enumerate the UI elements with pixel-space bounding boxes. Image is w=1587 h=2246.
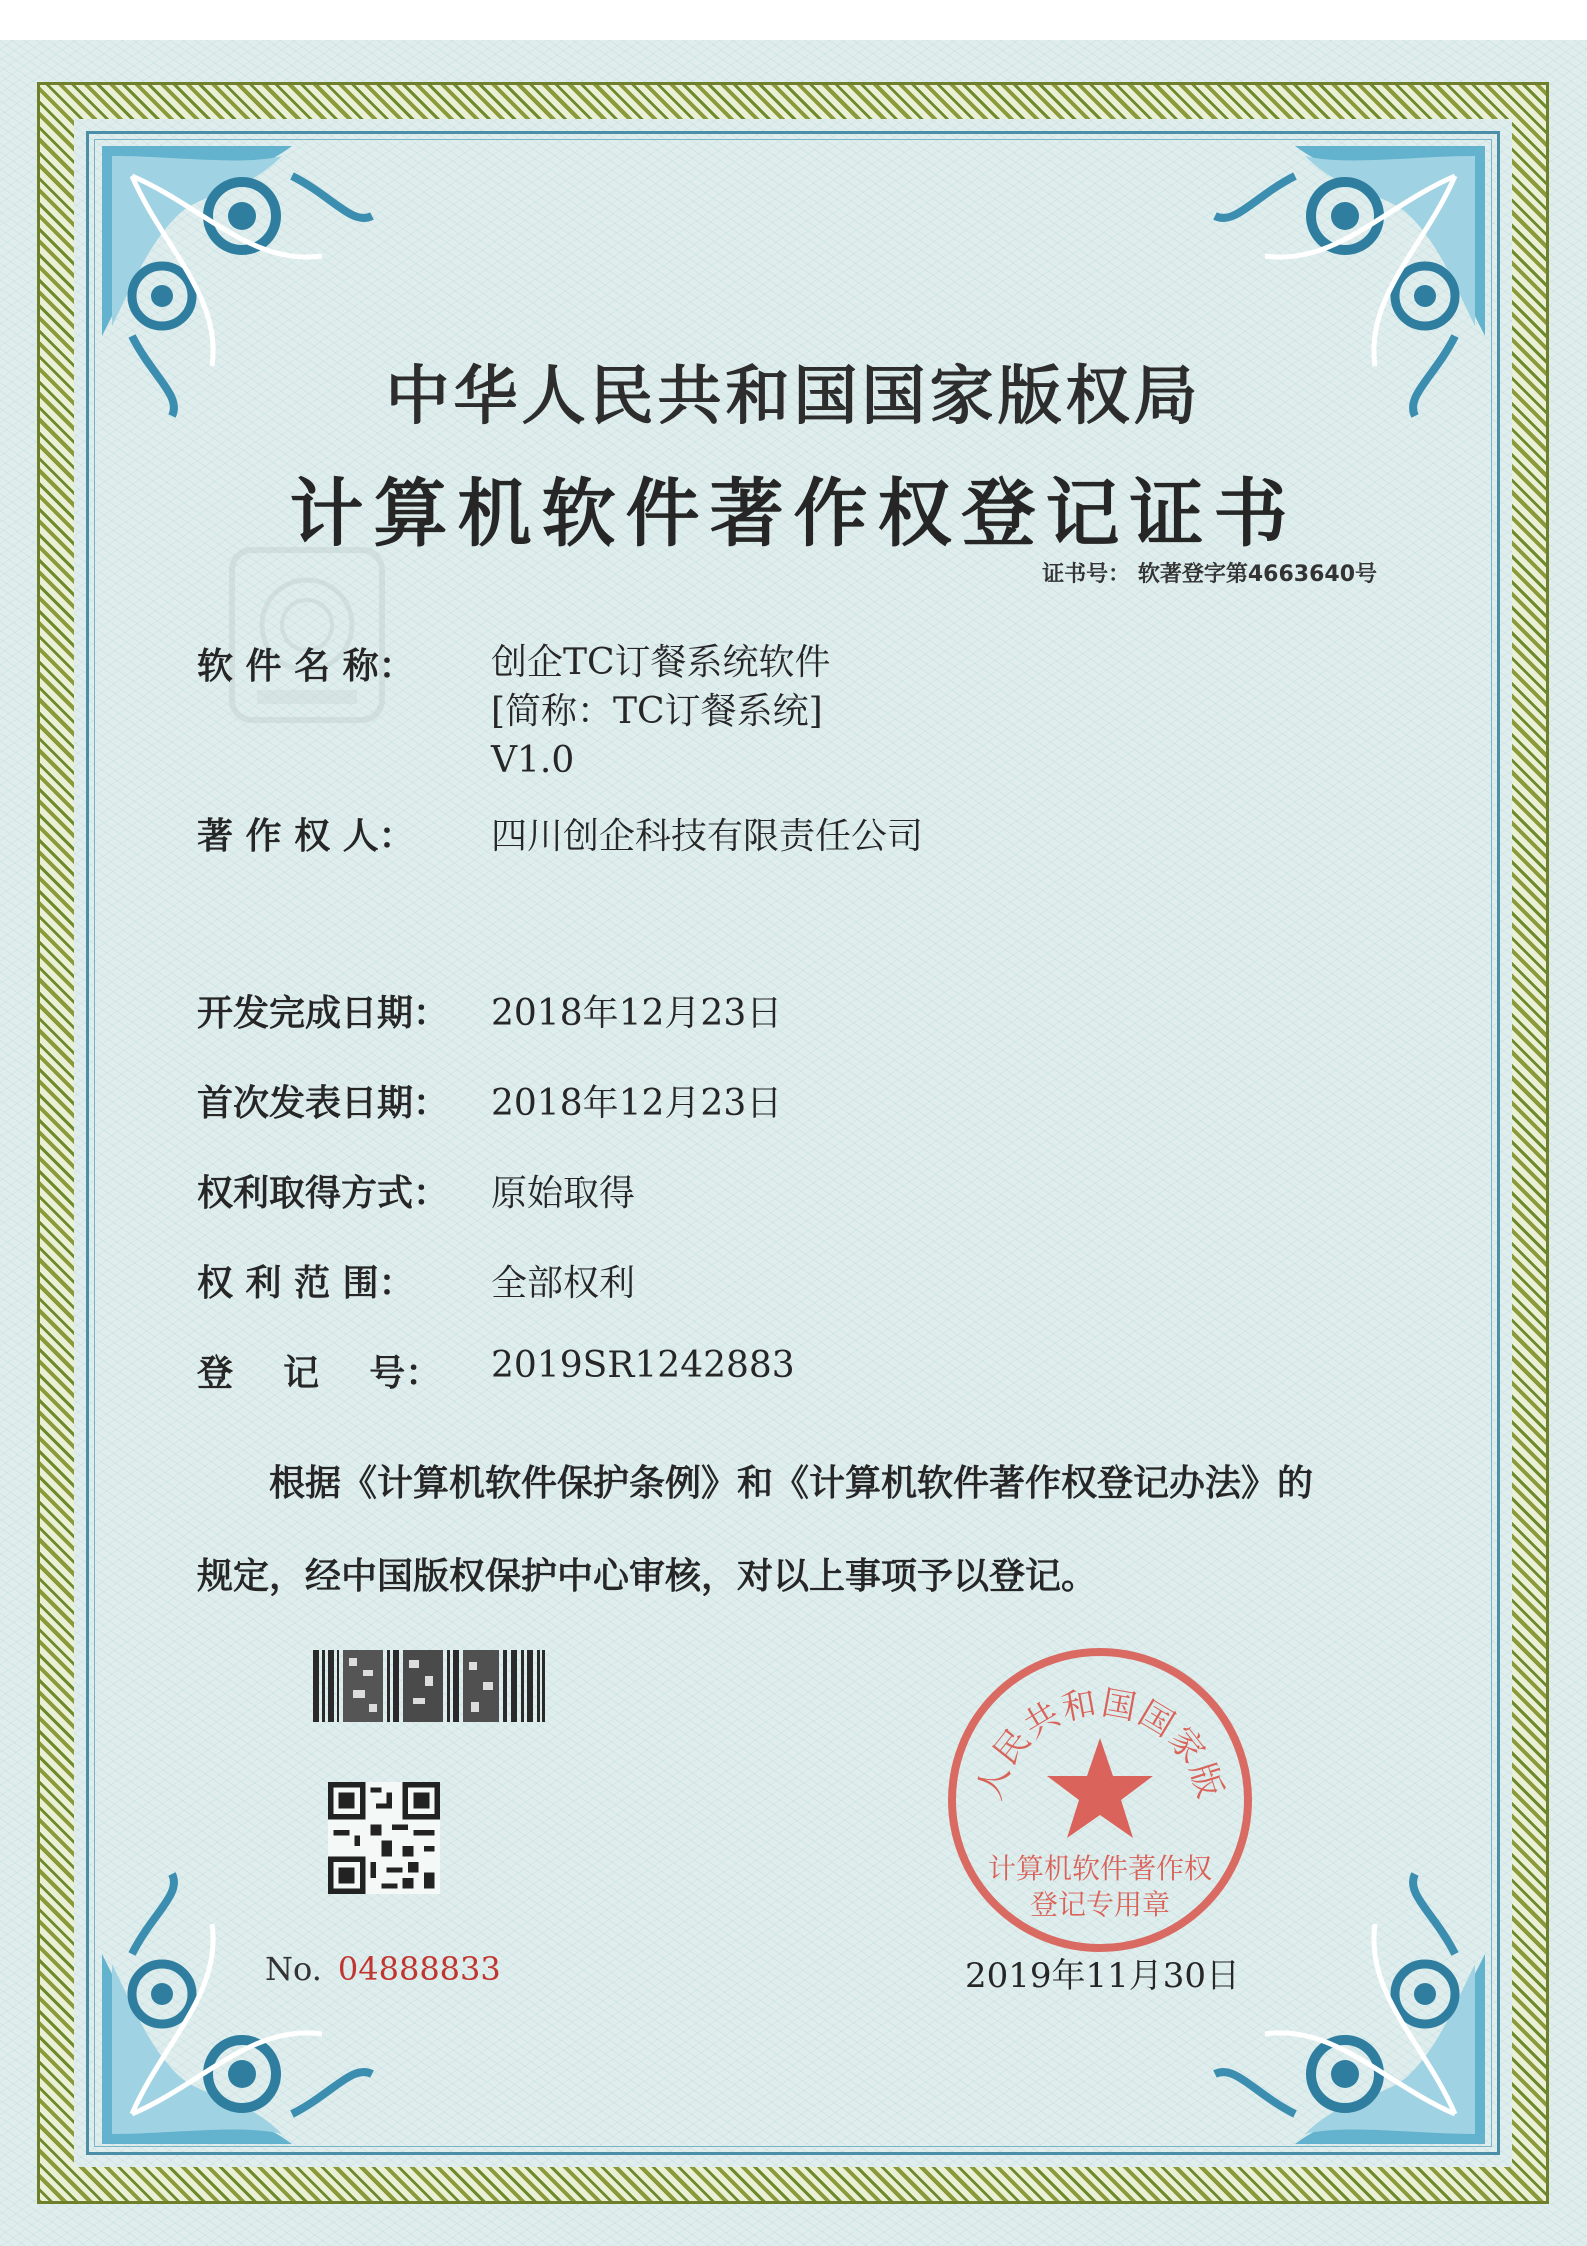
svg-text:计算机软件著作权: 计算机软件著作权 — [987, 1852, 1213, 1885]
inner-frame-line-thin — [94, 139, 1492, 2147]
corner-scroll-ornament-icon — [92, 1854, 392, 2154]
acquisition-method-label: 权利取得方式： — [197, 1172, 450, 1214]
barcode-icon — [313, 1650, 545, 1722]
svg-text:中华人民共和国国家版权局: 人民共和国国家版 — [969, 1682, 1231, 1805]
statement-line: 根据《计算机软件保护条例》和《计算机软件著作权登记办法》的 — [269, 1462, 1314, 1504]
rights-scope-row — [197, 1255, 636, 1306]
official-seal-stamp — [940, 1640, 1260, 1960]
pub-date-label: 首次发表日期： — [197, 1082, 450, 1124]
serial-value: 04888833 — [337, 1950, 501, 1988]
pub-date-row — [197, 1075, 783, 1126]
software-name-value — [491, 638, 831, 785]
dev-date-label: 开发完成日期： — [197, 992, 450, 1034]
pub-date-value: 2018年12月23日 — [491, 1083, 783, 1124]
cert-number-label: 证书号： — [1042, 562, 1131, 587]
owner-value: 四川创企科技有限责任公司 — [491, 816, 924, 857]
issue-date: 2019年11月30日 — [965, 1956, 1241, 1996]
watermark-emblem-icon — [222, 540, 392, 730]
rights-scope-label: 权 利 范 围： — [197, 1262, 415, 1304]
qr-code-icon — [328, 1782, 440, 1894]
owner-label: 著 作 权 人： — [197, 815, 415, 857]
dev-date-row — [197, 985, 783, 1036]
certificate-title: 计算机软件著作权登记证书 — [289, 471, 1298, 557]
software-name-line: V1.0 — [491, 740, 575, 781]
software-name-line: 创企TC订餐系统软件 — [491, 642, 831, 683]
registration-number-row — [197, 1345, 795, 1396]
svg-text:登记专用章: 登记专用章 — [1029, 1888, 1171, 1921]
acquisition-method-row — [197, 1165, 636, 1216]
cert-number-value: 软著登字第4663640号 — [1137, 562, 1377, 587]
statement-line: 规定，经中国版权保护中心审核，对以上事项予以登记。 — [197, 1555, 1098, 1597]
owner-row — [197, 808, 924, 859]
issuer-title: 中华人民共和国国家版权局 — [385, 359, 1202, 434]
acquisition-method-value: 原始取得 — [491, 1173, 636, 1214]
rights-scope-value: 全部权利 — [491, 1263, 636, 1304]
software-name-row — [197, 638, 831, 781]
dev-date-value: 2018年12月23日 — [491, 993, 783, 1034]
serial-number — [265, 1950, 501, 1988]
software-name-line: [简称：TC订餐系统] — [491, 691, 823, 732]
certificate-number — [1042, 557, 1377, 588]
registration-number-value: 2019SR1242883 — [491, 1345, 795, 1386]
serial-label: No. — [265, 1950, 322, 1988]
registration-number-label: 登 记 号： — [197, 1352, 442, 1394]
software-name-label: 软 件 名 称： — [197, 645, 415, 687]
